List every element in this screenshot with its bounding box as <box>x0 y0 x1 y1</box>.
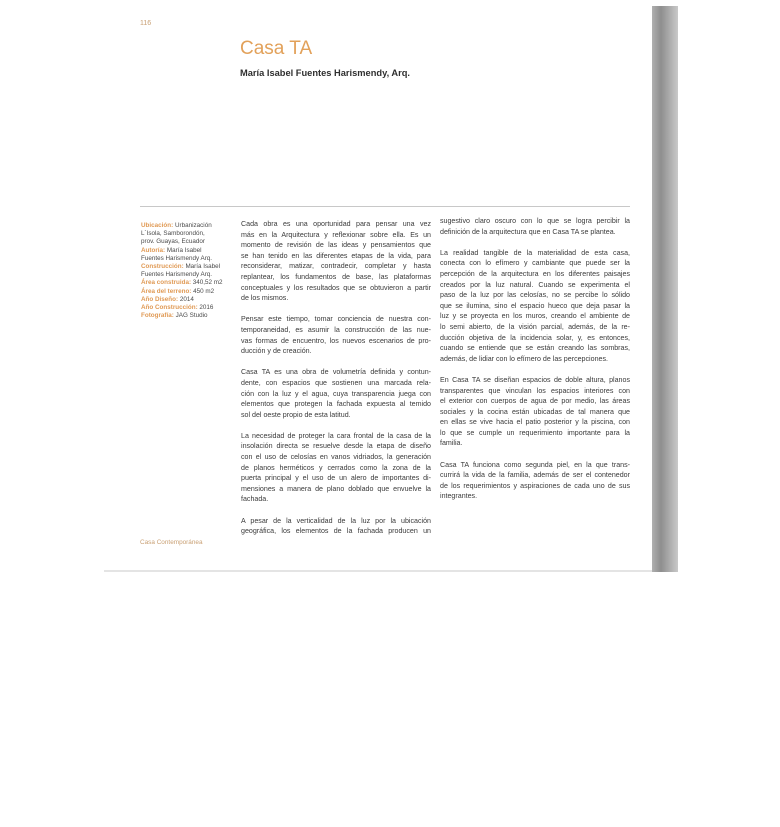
text-line: lo semi abierto, de la visión parcial, además, de la re- <box>440 322 630 331</box>
page-bottom-edge <box>104 570 652 572</box>
text-line: luz y se proyecta en los muros, creando el ambiente de <box>440 312 630 321</box>
sidebar-value: 2014 <box>179 295 194 303</box>
text-line: ción con la luz y el agua, cuya transparencia juega con <box>241 389 431 398</box>
text-line: lo que se cumple un requerimiento importante para la <box>440 428 630 437</box>
text-line: de planos herméticos y cerrados como la zona de la <box>241 463 431 472</box>
text-line: creados por la luz natural. Cuando se experimenta el <box>440 280 630 289</box>
sidebar-value-line: L´Isola, Samborondón, <box>141 230 205 238</box>
text-line: en ellas se vive hacia el patio posterior y la piscina, con <box>440 418 630 427</box>
text-line: A pesar de la verticalidad de la luz por la ubicación <box>241 516 431 525</box>
text-line: más en la Arquitectura y reflexionar sobre ella. Es un <box>241 230 431 239</box>
sidebar-value-line: Fuentes Harismendy Arq. <box>141 271 213 279</box>
sidebar-value: JAG Studio <box>175 312 208 320</box>
paragraph <box>241 431 431 505</box>
text-line: cuando se entiende que se están creando las sombras, <box>440 344 630 353</box>
sidebar-label: Área del terreno: <box>141 287 192 295</box>
project-data-sidebar <box>141 222 233 320</box>
text-line: el exterior con cuerpos de agua de por medio, las áreas <box>440 397 630 406</box>
paragraph <box>241 516 431 537</box>
text-line: transparentes que vinculan los espacios interiores con <box>440 386 630 395</box>
text-line: geográfica, los elementos de la fachada producen un <box>241 527 431 536</box>
sidebar-label: Área construida: <box>141 279 192 287</box>
paragraph <box>440 248 630 365</box>
text-line: reconsiderar, matizar, contradecir, completar y hasta <box>241 262 431 271</box>
sidebar-row-area-construida <box>141 279 233 287</box>
text-line: dente, con espacios que sostienen una marcada rela- <box>241 378 431 387</box>
text-line: currirá la vida de la familia, además de ser el contenedor <box>440 471 630 480</box>
body-column-left <box>241 219 431 547</box>
text-line: En Casa TA se diseñan espacios de doble altura, planos <box>440 375 630 384</box>
text-line: de los requerimientos y aspiraciones de cada uno de sus <box>440 481 630 490</box>
article-author: María Isabel Fuentes Harismendy, Arq. <box>240 68 410 78</box>
sidebar-value: Urbanización <box>174 222 212 229</box>
text-line: conceptuales y los resultados que se obtuvieron a partir <box>241 283 431 292</box>
text-line: vas formas de encuentro, los nuevos escenarios de pro- <box>241 336 431 345</box>
running-footer: Casa Contemporánea <box>140 539 203 546</box>
text-line: sociales y la cocina están ubicadas de tal manera que <box>440 407 630 416</box>
text-line: Casa TA funciona como segunda piel, en la que trans- <box>440 460 630 469</box>
paragraph <box>241 314 431 356</box>
text-line: La realidad tangible de la materialidad de esta casa, <box>440 248 630 257</box>
text-line: momento de revisión de las ideas y pensamientos que <box>241 241 431 250</box>
text-line: fachada. <box>241 495 269 504</box>
text-line: se han tenido en las diferentes etapas de la vida, para <box>241 251 431 260</box>
text-line: Cada obra es una oportunidad para pensar una vez <box>241 220 431 228</box>
sidebar-value: 340,52 m2 <box>192 279 223 287</box>
sidebar-row-construccion <box>141 263 233 271</box>
sidebar-value: María Isabel <box>166 246 202 254</box>
text-line: familia. <box>440 439 463 448</box>
paragraph <box>241 367 431 420</box>
horizontal-divider <box>140 206 630 207</box>
sidebar-label: Fotografía: <box>141 312 174 320</box>
sidebar-row-fotografia <box>141 312 233 320</box>
sidebar-row-ubicacion <box>141 222 233 230</box>
text-line: insolación directa se resuelve desde la etapa de diseño <box>241 442 431 451</box>
text-line: ducción y de creación. <box>241 347 312 356</box>
text-line: mensiones a manera de plano doblado que envuelve la <box>241 484 431 493</box>
text-line: Casa TA es una obra de volumetría definida y contun- <box>241 368 431 377</box>
text-line: elementos que protegen la fachada expuesta al temido <box>241 400 431 409</box>
sidebar-label: Año Construcción: <box>141 304 198 312</box>
text-line: Pensar este tiempo, tomar conciencia de nuestra con- <box>241 315 431 324</box>
text-line: de los mismos. <box>241 294 289 303</box>
text-line: con el uso de celosías en vanos vidriados, la generación <box>241 453 431 462</box>
sidebar-row-anio-construccion <box>141 304 233 312</box>
text-line: además, de lidiar con lo efímero de las percepciones. <box>440 354 608 363</box>
text-line: sol del oeste propio de esta latitud. <box>241 410 351 419</box>
text-line: conecta con lo efímero y cambiante que puede ser la <box>440 259 630 268</box>
paragraph <box>241 219 431 304</box>
sidebar-value-line: Fuentes Harismendy Arq. <box>141 254 213 262</box>
paragraph <box>440 460 630 502</box>
sidebar-row-area-terreno <box>141 288 233 296</box>
article-title: Casa TA <box>240 38 313 59</box>
sidebar-value-line: prov. Guayas, Ecuador <box>141 238 205 246</box>
page-number: 116 <box>140 20 152 27</box>
sidebar-row-autoria <box>141 247 233 255</box>
text-line: puerta principal y el uso de un alero de importantes di- <box>241 474 431 483</box>
text-line: percepción de la arquitectura en los diferentes paisajes <box>440 269 630 278</box>
text-line: sugestivo claro oscuro con lo que se logra percibir la <box>440 217 630 225</box>
paragraph <box>440 375 630 449</box>
paragraph <box>440 216 630 237</box>
text-line: replantear, los fundamentos de base, las plataformas <box>241 272 431 281</box>
body-column-right <box>440 216 630 513</box>
text-line: paso de la luz por las celosías, no se percibe lo sólido <box>440 291 630 300</box>
sidebar-value: 450 m2 <box>193 287 215 295</box>
sidebar-value: María Isabel <box>185 263 221 271</box>
sidebar-label: Ubicación: <box>141 222 174 229</box>
text-line: ducción objetiva de la incidencia solar, y, es entonces, <box>440 333 630 342</box>
sidebar-label: Autoría: <box>141 246 166 254</box>
text-line: integrantes. <box>440 492 478 501</box>
sidebar-label: Año Diseño: <box>141 295 179 303</box>
text-line: definición de la arquitectura que en Casa TA se plantea. <box>440 227 616 236</box>
sidebar-row-anio-diseno <box>141 296 233 304</box>
sidebar-label: Construcción: <box>141 263 184 271</box>
sidebar-value: 2016 <box>199 304 214 312</box>
text-line: La necesidad de proteger la cara frontal de la casa de la <box>241 431 431 440</box>
text-line: que se ilumina, sino el espacio hueco que deja pasar la <box>440 301 630 310</box>
text-line: temporaneidad, es asumir la construcción de las nue- <box>241 325 431 334</box>
